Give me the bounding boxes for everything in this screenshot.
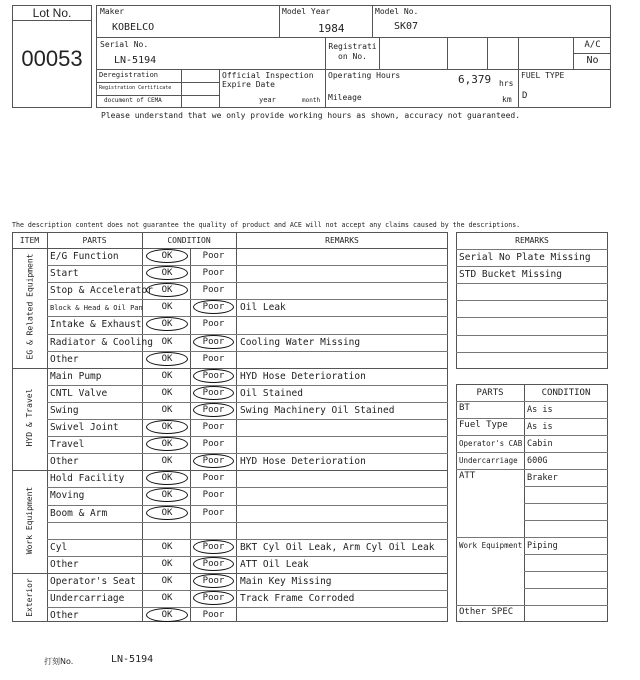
poor-text: Poor xyxy=(202,370,225,381)
ok-text: OK xyxy=(161,268,173,279)
spec-part: Other SPEC xyxy=(459,607,514,617)
remarks-box-header: REMARKS xyxy=(515,236,549,245)
condition-ok[interactable] xyxy=(146,608,188,622)
ok-text: OK xyxy=(161,387,173,398)
poor-text: Poor xyxy=(202,456,225,467)
operating-hours-label: Operating Hours xyxy=(328,71,401,80)
part-name: Intake & Exhaust xyxy=(50,319,142,331)
registration-certificate-label: Registration Certificate xyxy=(99,85,172,91)
model-no-label: Model No. xyxy=(375,7,419,16)
group-label: HYD & Travel xyxy=(25,388,34,447)
spec-part: BT xyxy=(459,403,470,413)
spec-condition: Cabin xyxy=(527,439,553,449)
condition-ok[interactable] xyxy=(146,403,188,417)
poor-text: Poor xyxy=(202,473,225,484)
spec-condition: 600G xyxy=(527,456,548,466)
model-no-value: SK07 xyxy=(394,21,419,32)
remark-text: Oil Leak xyxy=(240,302,286,314)
poor-text: Poor xyxy=(202,336,225,347)
part-name: Radiator & Cooling xyxy=(50,336,153,348)
stamp-label: 打刻No. xyxy=(44,657,74,666)
condition-poor[interactable] xyxy=(193,352,234,366)
remark-line: Serial No Plate Missing xyxy=(459,252,591,263)
condition-ok[interactable] xyxy=(146,369,188,383)
header-condition: CONDITION xyxy=(167,236,211,245)
ac-label: A/C xyxy=(584,40,601,50)
remark-text: Swing Machinery Oil Stained xyxy=(240,404,395,416)
group-label: Work Equipment xyxy=(25,486,34,554)
condition-poor[interactable] xyxy=(193,591,234,605)
poor-text: Poor xyxy=(202,507,225,518)
condition-ok[interactable] xyxy=(146,300,188,314)
registration-label-2: on No. xyxy=(338,52,367,61)
poor-text: Poor xyxy=(202,610,225,621)
inspection-label-2: Expire Date xyxy=(222,80,275,89)
part-name: Block & Head & Oil Pan xyxy=(50,304,143,313)
part-name: Boom & Arm xyxy=(50,507,108,519)
model-year-value: 1984 xyxy=(318,22,345,35)
condition-ok[interactable] xyxy=(146,591,188,605)
ok-text: OK xyxy=(161,370,173,381)
part-name: Cyl xyxy=(50,541,68,553)
condition-ok[interactable] xyxy=(146,454,188,468)
remark-text: BKT Cyl Oil Leak, Arm Cyl Oil Leak xyxy=(240,541,435,553)
condition-poor[interactable] xyxy=(193,266,234,280)
cema-label: document of CEMA xyxy=(104,97,162,104)
condition-ok[interactable] xyxy=(146,437,188,451)
maker-value: KOBELCO xyxy=(112,22,155,33)
lot-label: Lot No. xyxy=(32,6,72,20)
ok-text: OK xyxy=(161,507,173,518)
group-label: Exterior xyxy=(24,577,34,617)
ok-text: OK xyxy=(161,285,173,296)
poor-text: Poor xyxy=(202,302,225,313)
condition-ok[interactable] xyxy=(146,386,188,400)
condition-ok[interactable] xyxy=(146,335,188,349)
ok-text: OK xyxy=(161,610,173,621)
ok-text: OK xyxy=(161,251,173,261)
poor-text: Poor xyxy=(202,404,225,415)
poor-text: Poor xyxy=(202,575,225,586)
spec-condition: As is xyxy=(527,422,553,432)
part-name: Swivel Joint xyxy=(50,422,119,433)
part-name: Other xyxy=(50,456,79,468)
ok-text: OK xyxy=(161,302,173,313)
ok-text: OK xyxy=(161,336,173,347)
poor-text: Poor xyxy=(202,541,225,552)
poor-text: Poor xyxy=(202,285,225,296)
poor-text: Poor xyxy=(202,490,225,501)
part-name: Other xyxy=(50,610,79,622)
km-unit: km xyxy=(502,95,512,104)
part-name: E/G Function xyxy=(50,251,119,262)
ok-text: OK xyxy=(161,404,173,415)
part-name: Travel xyxy=(50,439,85,451)
spec-condition: Piping xyxy=(527,541,558,551)
condition-ok[interactable] xyxy=(146,574,188,588)
poor-text: Poor xyxy=(202,422,225,432)
part-name: Moving xyxy=(50,490,85,502)
condition-poor[interactable] xyxy=(193,488,234,502)
ok-text: OK xyxy=(161,575,173,586)
inspection-label-1: Official Inspection xyxy=(222,71,314,80)
model-year-label: Model Year xyxy=(282,7,331,16)
ok-text: OK xyxy=(161,490,173,501)
poor-text: Poor xyxy=(202,558,225,569)
poor-text: Poor xyxy=(202,251,225,261)
poor-text: Poor xyxy=(202,593,225,603)
registration-label-1: Registrati xyxy=(328,42,377,51)
condition-poor[interactable] xyxy=(193,335,234,349)
ac-value: No xyxy=(586,55,599,66)
description-disclaimer: The description content does not guarantee the quality of product and ACE will not accept any claims caused by the descriptions. xyxy=(12,221,521,229)
condition-poor[interactable] xyxy=(193,249,234,263)
header-parts: PARTS xyxy=(82,236,107,245)
working-hours-notice: Please understand that we only provide working hours as shown, accuracy not guaranteed. xyxy=(101,111,521,120)
remark-line: STD Bucket Missing xyxy=(459,269,562,281)
remark-text: Main Key Missing xyxy=(240,575,332,587)
part-name: CNTL Valve xyxy=(50,387,108,399)
remark-text: Cooling Water Missing xyxy=(240,336,361,348)
condition-poor[interactable] xyxy=(193,317,234,331)
condition-poor[interactable] xyxy=(193,403,234,417)
condition-ok[interactable] xyxy=(146,249,188,263)
year-label: year xyxy=(259,96,276,104)
condition-poor[interactable] xyxy=(193,574,234,588)
spec-part: Undercarriage xyxy=(459,456,518,465)
condition-ok[interactable] xyxy=(146,420,188,434)
ok-text: OK xyxy=(161,353,173,364)
condition-poor[interactable] xyxy=(193,540,234,554)
poor-text: Poor xyxy=(202,319,225,330)
spec-header-condition: CONDITION xyxy=(541,388,591,398)
header-remarks: REMARKS xyxy=(325,236,359,245)
spec-part: Operator's CAB xyxy=(459,439,523,448)
remark-text: HYD Hose Deterioration xyxy=(240,456,366,468)
condition-ok[interactable] xyxy=(146,506,188,520)
condition-poor[interactable] xyxy=(193,437,234,451)
remark-text: Oil Stained xyxy=(240,387,303,399)
ok-text: OK xyxy=(161,473,173,484)
spec-part: ATT xyxy=(459,471,476,481)
remark-text: ATT Oil Leak xyxy=(240,558,309,570)
part-name: Hold Facility xyxy=(50,473,125,485)
lot-number: 00053 xyxy=(21,46,83,71)
remark-text: HYD Hose Deterioration xyxy=(240,370,366,382)
condition-poor[interactable] xyxy=(193,471,234,485)
condition-poor[interactable] xyxy=(193,608,234,622)
condition-ok[interactable] xyxy=(146,540,188,554)
poor-text: Poor xyxy=(202,439,225,450)
poor-text: Poor xyxy=(202,268,225,279)
ok-text: OK xyxy=(161,541,173,552)
header-item: ITEM xyxy=(19,236,40,245)
part-name: Swing xyxy=(50,404,79,416)
operating-hours-value: 6,379 xyxy=(458,73,492,86)
part-name: Other xyxy=(50,558,79,570)
condition-poor[interactable] xyxy=(193,386,234,400)
poor-text: Poor xyxy=(202,353,225,364)
ok-text: OK xyxy=(161,439,173,450)
condition-ok[interactable] xyxy=(146,266,188,280)
condition-poor[interactable] xyxy=(193,369,234,383)
part-name: Undercarriage xyxy=(50,593,125,604)
condition-poor[interactable] xyxy=(193,557,234,571)
poor-text: Poor xyxy=(202,387,225,398)
condition-ok[interactable] xyxy=(146,352,188,366)
stamp-value: LN-5194 xyxy=(111,654,154,665)
part-name: Operator's Seat xyxy=(50,575,136,587)
ok-text: OK xyxy=(161,593,173,603)
condition-poor[interactable] xyxy=(193,283,234,297)
ok-text: OK xyxy=(161,456,173,467)
remark-text: Track Frame Corroded xyxy=(240,593,355,604)
spec-part: Work Equipment xyxy=(459,541,523,550)
spec-condition: As is xyxy=(527,405,553,415)
serial-label: Serial No. xyxy=(100,40,149,49)
serial-value: LN-5194 xyxy=(114,55,157,66)
spec-condition: Braker xyxy=(527,473,558,483)
spec-header-parts: PARTS xyxy=(476,388,504,398)
month-label: month xyxy=(302,97,321,104)
maker-label: Maker xyxy=(100,7,125,16)
condition-poor[interactable] xyxy=(193,420,234,434)
part-name: Main Pump xyxy=(50,370,102,382)
deregistration-label: Deregistration xyxy=(99,71,159,79)
hrs-unit: hrs xyxy=(499,79,514,88)
spec-part: Fuel Type xyxy=(459,420,508,430)
fuel-type-value: D xyxy=(522,91,528,101)
group-label: EG & Related Equipment xyxy=(25,253,34,360)
ok-text: OK xyxy=(161,558,173,569)
condition-ok[interactable] xyxy=(146,557,188,571)
part-name: Stop & Accelerator xyxy=(50,285,153,297)
ok-text: OK xyxy=(161,319,173,330)
condition-poor[interactable] xyxy=(193,506,234,520)
part-name: Start xyxy=(50,268,79,280)
mileage-label: Mileage xyxy=(328,93,362,102)
fuel-type-label: FUEL TYPE xyxy=(521,71,565,80)
ok-text: OK xyxy=(161,422,173,432)
part-name: Other xyxy=(50,353,79,365)
